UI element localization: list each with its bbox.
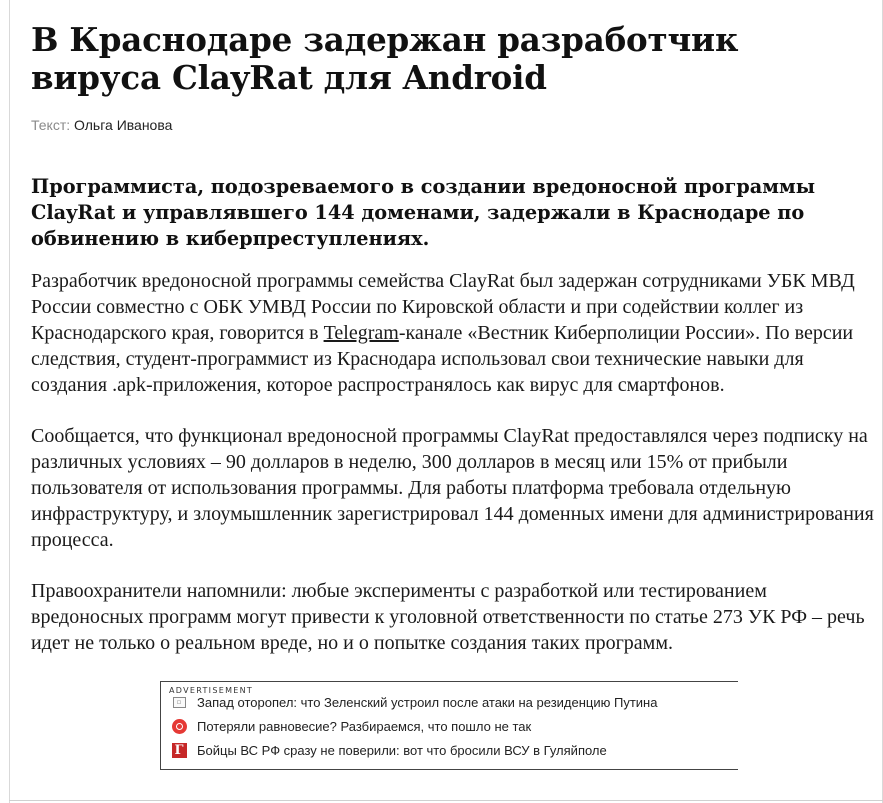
ad-item[interactable]	[171, 716, 531, 736]
paragraph-1-text-a: Разработчик вредоносной программы семейства ClayRat был задержан сотрудниками УБК МВД России совместно с ОБК УМВД России по Кировской области и при содействии коллег из Краснодарского края, говорится в	[31, 270, 855, 344]
paragraph-2: Сообщается, что функционал вредоносной программы ClayRat предоставлялся через подписку на различных условиях – 90 долларов в неделю, 300 долларов в месяц или 15% от прибыли пользователя от использования программы. Для работы платформа требовала отдельную инфраструктуру, и злоумышленник зарегистрировал 144 доменных имени для администрирования процесса.	[31, 425, 874, 551]
paragraph-1-text-b: -канале «Вестник Киберполиции России». По версии следствия, студент-программист из Краснодара использовал свои технические навыки для создания .apk-приложения, которое распространялось как вирус для смартфонов.	[31, 322, 854, 396]
red-circle-logo-icon	[171, 718, 187, 734]
byline	[31, 116, 172, 134]
author-link[interactable]: Ольга Иванова	[74, 117, 173, 133]
ad-item-text: Бойцы ВС РФ сразу не поверили: вот что бросили ВСУ в Гуляйполе	[197, 742, 607, 758]
ad-item-text: Потеряли равновесие? Разбираемся, что пошло не так	[197, 718, 532, 734]
ad-item[interactable]	[171, 740, 607, 760]
telegram-link[interactable]: Telegram	[323, 322, 399, 344]
broken-image-icon: ▫	[171, 694, 187, 710]
paragraph-1	[31, 268, 876, 398]
red-g-logo-icon: Г	[171, 742, 187, 758]
article-lead: Программиста, подозреваемого в создании вредоносной программы ClayRat и управлявшего 144 доменами, задержали в Краснодаре по обвинению в киберпреступлениях.	[31, 175, 816, 250]
paragraph-3: Правоохранители напомнили: любые эксперименты с разработкой или тестированием вредоносных программ могут привести к уголовной ответственности по статье 273 УК РФ – речь идет не только о реальном вреде, но и о попытке создания таких программ.	[31, 580, 865, 654]
ad-item[interactable]	[171, 692, 657, 712]
advertisement-block	[160, 681, 738, 770]
byline-label: Текст:	[31, 117, 71, 133]
ad-label: ADVERTISEMENT	[169, 686, 254, 695]
ad-item-text: Запад оторопел: что Зеленский устроил после атаки на резиденцию Путина	[197, 694, 658, 710]
bottom-divider	[9, 800, 883, 801]
article-title: В Краснодаре задержан разработчик вируса ClayRat для Android	[31, 20, 739, 97]
